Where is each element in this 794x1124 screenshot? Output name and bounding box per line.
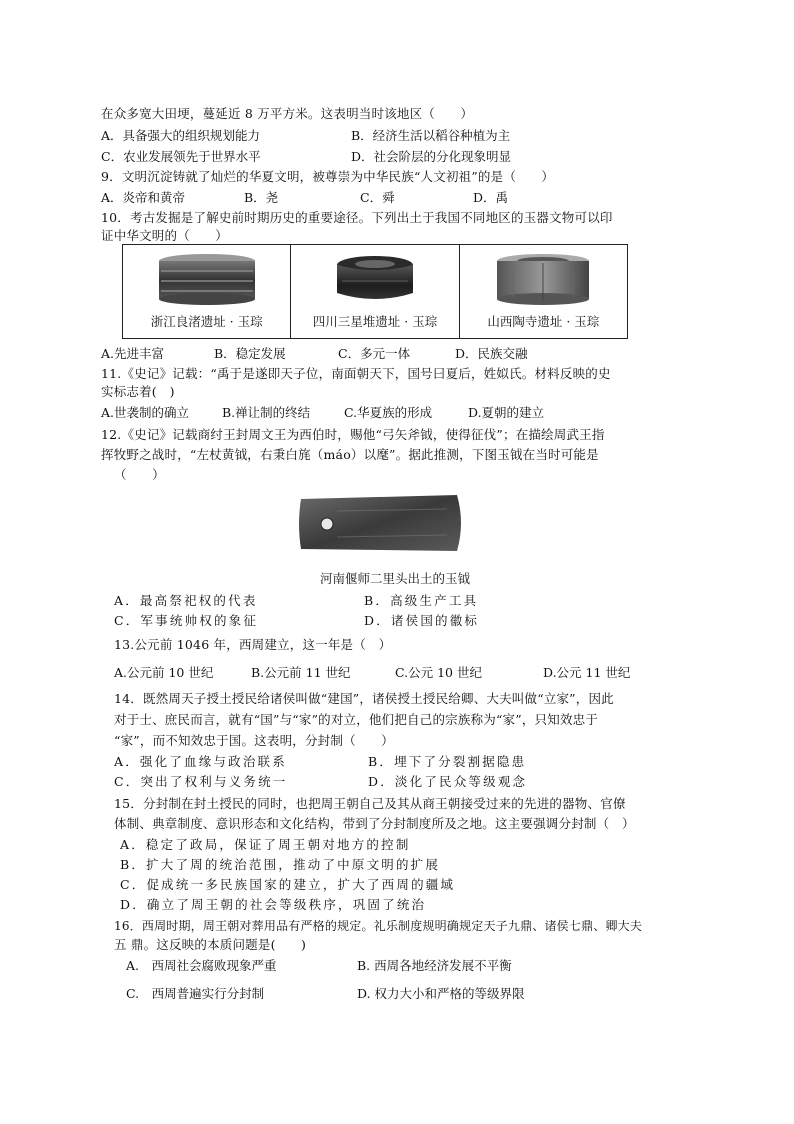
q14-option-b: B．埋下了分裂割据隐患 [368,754,527,769]
q9-option-a: A．炎帝和黄帝 [101,190,186,205]
q15-option-d: D．确立了周王朝的社会等级秩序，巩固了统治 [120,897,427,912]
q10-option-a: A.先进丰富 [101,346,165,361]
q11-option-a: A.世袭制的确立 [101,405,190,420]
q12-option-c: C．军事统帅权的象征 [114,613,259,628]
q16-option-a: A. 西周社会腐败现象严重 [126,958,277,973]
jade-caption-taosi: 山西陶寺遗址 · 玉琮 [487,314,600,329]
q13-option-d: D.公元 11 世纪 [543,665,631,680]
q12-option-b: B．高级生产工具 [364,593,479,608]
q8-option-d: D．社会阶层的分化现象明显 [351,149,512,164]
q12-stem-line2: 挥牧野之战时，“左杖黄钺，右秉白旄（máo）以麾”。据此推测，下图玉钺在当时可能是 [101,447,599,462]
q9-option-d: D．禹 [473,190,509,205]
q14-stem-line1: 14．既然周天子授土授民给诸侯叫做“建国”，诸侯授土授民给卿、大夫叫做“立家”，因此 [114,691,614,706]
q8-option-b: B．经济生活以稻谷种植为主 [351,128,511,143]
q14-stem-line2: 对于士、庶民而言，就有“国”与“家”的对立，他们把自己的宗族称为“家”，只知效忠于 [114,712,599,727]
q11-option-c: C.华夏族的形成 [344,405,433,420]
q12-option-d: D．诸侯国的徽标 [364,613,480,628]
q12-stem-line1: 12.《史记》记载商纣王封周文王为西伯时，赐他“弓矢斧钺，使得征伐”；在描绘周武王指 [101,427,605,442]
q15-stem-line2: 体制、典章制度、意识形态和文化结构，带到了分封制度所及之地。这主要强调分封制（ ） [114,816,635,831]
jade-artifact-table [122,244,628,339]
jade-axe-figure [297,491,467,559]
q15-stem-line1: 15．分封制在封土授民的同时，也把周王朝自己及其从商王朝接受过来的先进的器物、官僚 [114,796,626,811]
q11-option-d: D.夏朝的建立 [468,405,545,420]
q16-stem-line2: 五 鼎。这反映的本质问题是( ) [114,937,307,952]
q8-option-a: A．具备强大的组织规划能力 [101,128,261,143]
q10-option-d: D．民族交融 [455,346,528,361]
q12-stem-line3: （ ） [114,467,165,482]
q16-stem-line1: 16．西周时期，周王朝对葬用品有严格的规定。礼乐制度规明确规定天子九鼎、诸侯七鼎、卿大夫 [114,919,643,933]
jade-axe-image [297,491,467,555]
q9-option-c: C．舜 [360,190,395,205]
jade-cell-sanxingdui [291,245,459,338]
q8-stem-tail: 在众多宽大田埂，蔓延近 8 万平方米。这表明当时该地区（ ） [101,106,474,121]
q13-option-b: B.公元前 11 世纪 [251,665,351,680]
q10-option-c: C．多元一体 [338,346,411,361]
jade-axe-caption: 河南偃师二里头出土的玉钺 [319,571,470,586]
q15-option-a: A．稳定了政局，保证了周王朝对地方的控制 [120,837,411,852]
q12-option-a: A．最高祭祀权的代表 [114,593,258,608]
q11-option-b: B.禅让制的终结 [222,405,311,420]
q11-stem-line1: 11.《史记》记载：“禹于是遂即天子位，南面朝天下，国号曰夏后，姓姒氏。材料反映的史 [101,366,611,381]
jade-cong-sanxingdui-image [320,251,430,307]
jade-caption-sanxingdui: 四川三星堆遗址 · 玉琮 [312,314,438,329]
jade-cong-liangzhu-image [147,251,267,307]
q14-option-a: A．强化了血缘与政治联系 [114,754,287,769]
q10-stem-line1: 10．考古发掘是了解史前时期历史的重要途径。下列出土于我国不同地区的玉器文物可以印 [101,210,613,225]
jade-cell-taosi [460,245,627,338]
jade-cong-taosi-image [483,251,603,309]
q8-option-c: C．农业发展领先于世界水平 [101,149,261,164]
q11-stem-line2: 实标志着( ) [101,384,175,399]
q14-option-d: D．淡化了民众等级观念 [368,774,528,789]
q16-option-d: D. 权力大小和严格的等级界限 [357,986,525,1001]
q13-stem: 13.公元前 1046 年，西周建立，这一年是（ ） [114,637,392,652]
jade-cell-liangzhu [123,245,291,338]
q10-option-b: B．稳定发展 [214,346,286,361]
q14-option-c: C．突出了权利与义务统一 [114,774,288,789]
q16-option-c: C. 西周普遍实行分封制 [126,986,265,1001]
q16-option-b: B. 西周各地经济发展不平衡 [357,958,512,973]
q13-option-a: A.公元前 10 世纪 [114,665,214,680]
q13-option-c: C.公元 10 世纪 [395,665,482,680]
q15-option-b: B．扩大了周的统治范围，推动了中原文明的扩展 [120,857,441,872]
q14-stem-line3: “家”，而不知效忠于国。这表明，分封制（ ） [114,733,394,748]
q9-stem: 9．文明沉淀铸就了灿烂的华夏文明，被尊崇为中华民族“人文初祖”的是（ ） [101,169,555,184]
q10-stem-line2: 证中华文明的（ ） [101,228,229,243]
jade-caption-liangzhu: 浙江良渚遗址 · 玉琮 [150,314,263,329]
q9-option-b: B．尧 [244,190,279,205]
q15-option-c: C．促成统一多民族国家的建立，扩大了西周的疆域 [120,877,456,892]
